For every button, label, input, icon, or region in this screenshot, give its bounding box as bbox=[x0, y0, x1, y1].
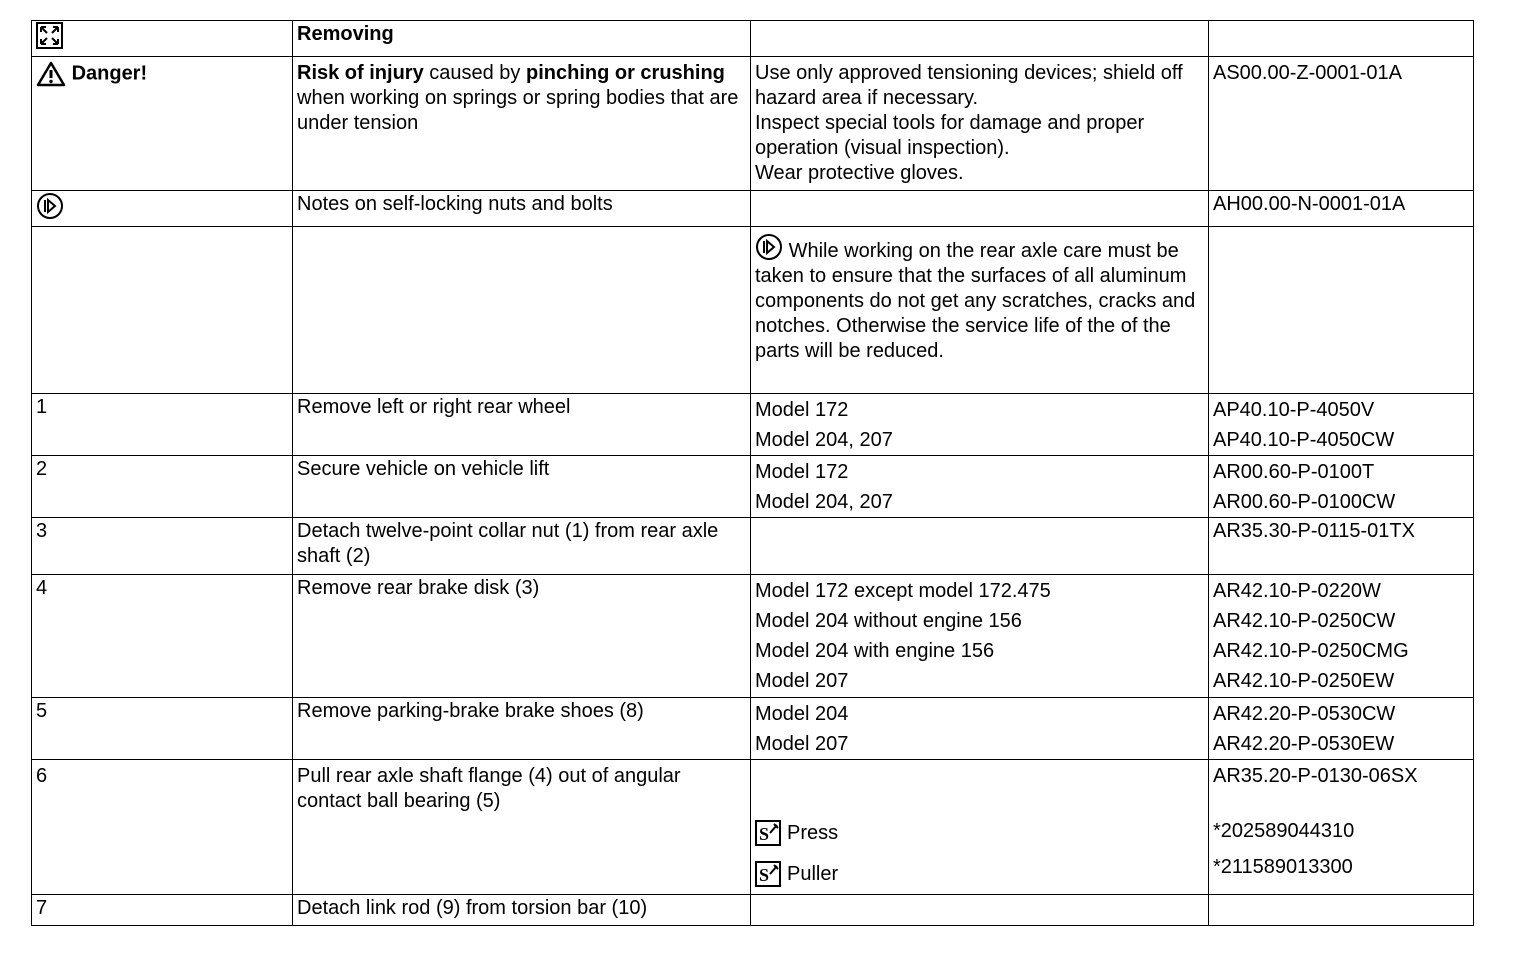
model-variant: Model 172 bbox=[755, 461, 849, 483]
reference-code: AP40.10-P-4050V bbox=[1213, 399, 1375, 421]
model-variant: Model 204 bbox=[755, 703, 849, 725]
cell bbox=[1209, 760, 1474, 895]
warning-triangle-icon bbox=[36, 61, 66, 87]
cell bbox=[751, 760, 1209, 895]
cell bbox=[32, 57, 293, 191]
note-text: Notes on self-locking nuts and bolts bbox=[297, 193, 613, 215]
table-row bbox=[32, 227, 1474, 394]
svg-text:S: S bbox=[759, 865, 770, 885]
cell bbox=[32, 191, 293, 227]
table-row bbox=[32, 456, 1474, 518]
cell bbox=[751, 518, 1209, 575]
cell bbox=[293, 456, 751, 518]
table-row bbox=[32, 518, 1474, 575]
danger-text: when working on springs or spring bodies that are under tension bbox=[297, 87, 739, 134]
cell bbox=[32, 698, 293, 760]
tool-number: *202589044310 bbox=[1213, 820, 1355, 842]
model-variant: Model 207 bbox=[755, 733, 849, 755]
cell bbox=[293, 57, 751, 191]
cell bbox=[1209, 57, 1474, 191]
cell bbox=[751, 191, 1209, 227]
cell bbox=[751, 575, 1209, 698]
step-number: 3 bbox=[36, 520, 48, 542]
procedure-table bbox=[31, 20, 1474, 926]
cell bbox=[751, 698, 1209, 760]
safety-action: Wear protective gloves. bbox=[755, 162, 964, 184]
cell bbox=[1209, 191, 1474, 227]
danger-text: caused by bbox=[423, 62, 526, 84]
reference-code: AR35.30-P-0115-01TX bbox=[1213, 520, 1415, 542]
note-icon bbox=[755, 233, 783, 261]
reference-code: AP40.10-P-4050CW bbox=[1213, 429, 1395, 451]
special-tool bbox=[755, 861, 838, 887]
model-variant: Model 204, 207 bbox=[755, 491, 893, 513]
step-text: Detach link rod (9) from torsion bar (10) bbox=[297, 897, 648, 919]
cell bbox=[751, 895, 1209, 926]
step-text: Pull rear axle shaft flange (4) out of angular contact ball bearing (5) bbox=[297, 765, 681, 812]
reference-code: AR00.60-P-0100T bbox=[1213, 461, 1375, 483]
cell bbox=[751, 21, 1209, 57]
step-number: 6 bbox=[36, 765, 48, 787]
cell bbox=[293, 575, 751, 698]
table-row bbox=[32, 57, 1474, 191]
special-tool-icon bbox=[755, 861, 781, 887]
note-text: While working on the rear axle care must be taken to ensure that the surfaces of all aluminum components do not get any scratches, cracks and notches. Otherwise the service life of the of the parts will be reduced. bbox=[755, 240, 1196, 362]
cell bbox=[293, 227, 751, 394]
tool-number: *211589013300 bbox=[1213, 856, 1353, 878]
table-row bbox=[32, 698, 1474, 760]
cell bbox=[32, 394, 293, 456]
step-text: Remove rear brake disk (3) bbox=[297, 577, 540, 599]
danger-emphasis: pinching or crushing bbox=[526, 62, 725, 84]
cell bbox=[1209, 227, 1474, 394]
tool-name: Press bbox=[787, 821, 839, 844]
cell bbox=[1209, 518, 1474, 575]
cell bbox=[1209, 895, 1474, 926]
cell bbox=[32, 227, 293, 394]
cell bbox=[32, 760, 293, 895]
cell bbox=[293, 895, 751, 926]
model-variant: Model 204, 207 bbox=[755, 429, 893, 451]
procedure-icon bbox=[36, 22, 63, 49]
model-variant: Model 172 except model 172.475 bbox=[755, 580, 1051, 602]
reference-code: AR42.10-P-0250CMG bbox=[1213, 640, 1409, 662]
cell bbox=[1209, 394, 1474, 456]
model-variant: Model 204 without engine 156 bbox=[755, 610, 1022, 632]
note-icon bbox=[36, 192, 64, 220]
safety-action: Inspect special tools for damage and proper operation (visual inspection). bbox=[755, 112, 1145, 159]
step-number: 2 bbox=[36, 458, 48, 480]
step-text: Secure vehicle on vehicle lift bbox=[297, 458, 550, 480]
model-variant: Model 172 bbox=[755, 399, 849, 421]
special-tool-icon bbox=[755, 820, 781, 846]
cell bbox=[751, 57, 1209, 191]
danger-label: Danger! bbox=[71, 62, 148, 85]
safety-action: Use only approved tensioning devices; shield off hazard area if necessary. bbox=[755, 62, 1183, 109]
danger-emphasis: Risk of injury bbox=[297, 62, 424, 84]
cell bbox=[32, 456, 293, 518]
table-row bbox=[32, 895, 1474, 926]
step-number: 7 bbox=[36, 897, 48, 919]
step-text: Remove left or right rear wheel bbox=[297, 396, 571, 418]
table-row bbox=[32, 191, 1474, 227]
reference-code: AR42.10-P-0250CW bbox=[1213, 610, 1396, 632]
model-variant: Model 207 bbox=[755, 670, 849, 692]
step-number: 4 bbox=[36, 577, 48, 599]
reference-code: AR42.10-P-0250EW bbox=[1213, 670, 1395, 692]
cell bbox=[32, 518, 293, 575]
reference-code: AR00.60-P-0100CW bbox=[1213, 491, 1396, 513]
cell bbox=[293, 21, 751, 57]
step-text: Remove parking-brake brake shoes (8) bbox=[297, 700, 644, 722]
cell bbox=[32, 895, 293, 926]
cell bbox=[32, 575, 293, 698]
reference-code: AR42.10-P-0220W bbox=[1213, 580, 1381, 602]
model-variant: Model 204 with engine 156 bbox=[755, 640, 995, 662]
cell bbox=[1209, 456, 1474, 518]
reference-code: AH00.00-N-0001-01A bbox=[1213, 193, 1406, 215]
reference-code: AR42.20-P-0530EW bbox=[1213, 733, 1395, 755]
reference-code: AR42.20-P-0530CW bbox=[1213, 703, 1396, 725]
table-row bbox=[32, 21, 1474, 57]
cell bbox=[751, 227, 1209, 394]
cell bbox=[32, 21, 293, 57]
svg-text:S: S bbox=[759, 824, 770, 844]
table-row bbox=[32, 394, 1474, 456]
step-text: Detach twelve-point collar nut (1) from rear axle shaft (2) bbox=[297, 520, 719, 567]
table-row bbox=[32, 760, 1474, 895]
cell bbox=[293, 518, 751, 575]
tool-name: Puller bbox=[787, 862, 839, 885]
step-number: 1 bbox=[36, 396, 48, 418]
reference-code: AR35.20-P-0130-06SX bbox=[1213, 765, 1418, 787]
cell bbox=[293, 698, 751, 760]
cell bbox=[1209, 698, 1474, 760]
cell bbox=[1209, 575, 1474, 698]
cell bbox=[1209, 21, 1474, 57]
step-number: 5 bbox=[36, 700, 48, 722]
cell bbox=[293, 191, 751, 227]
cell bbox=[293, 760, 751, 895]
cell bbox=[293, 394, 751, 456]
special-tool bbox=[755, 820, 838, 846]
reference-code: AS00.00-Z-0001-01A bbox=[1213, 62, 1403, 84]
cell bbox=[751, 394, 1209, 456]
section-title: Removing bbox=[297, 23, 394, 45]
table-row bbox=[32, 575, 1474, 698]
cell bbox=[751, 456, 1209, 518]
